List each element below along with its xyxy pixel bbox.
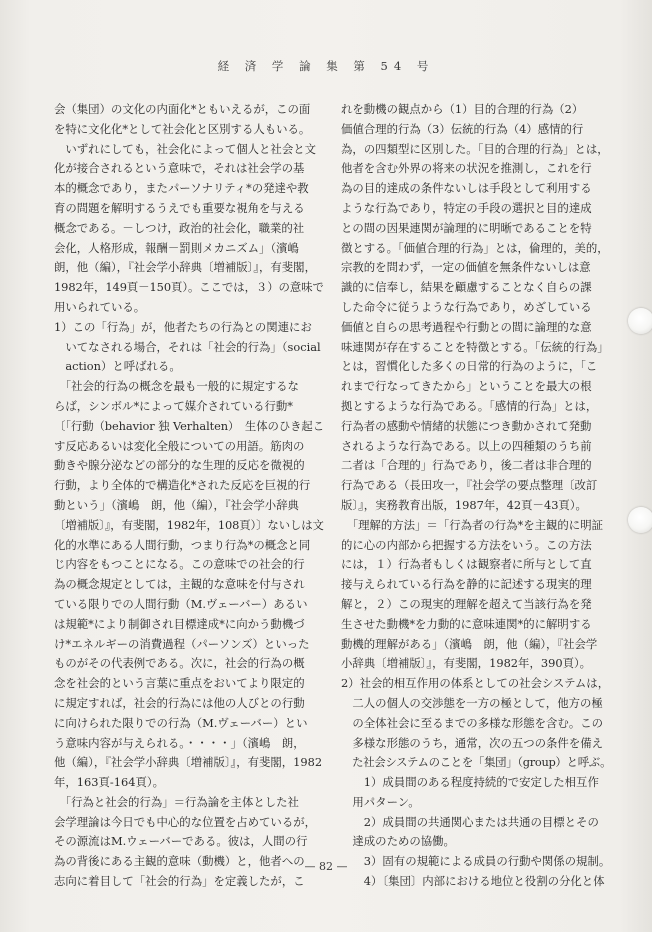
text-line: 「理解的方法」＝「行為者の行為*を主観的に明証 [341, 517, 603, 532]
binder-hole [628, 308, 652, 334]
text-line: 化が接合されるという意味で，それは社会学の基 [54, 161, 305, 176]
text-line: 本的概念であり，またパーソナリティ*の発達や教 [54, 181, 309, 196]
binder-hole [628, 507, 652, 533]
text-line: 用いられている。 [54, 299, 146, 314]
right-text-column [341, 100, 612, 892]
text-line: 1）この「行為」が，他者たちの行為との関連にお [54, 319, 312, 334]
text-line: ている限りでの人間行動（M.ヴェーバー）あるい [54, 596, 308, 611]
text-line: との間の因果連関が論理的に明晰であることを特 [341, 220, 592, 235]
text-line: す反応あるいは変化全般についての用語。筋肉の [54, 438, 305, 453]
text-line: 用パターン。 [341, 794, 420, 809]
text-line: 〔増補版〕』，有斐閣，1982年，108頁）〕ないしは文 [54, 517, 324, 532]
text-line: 志向に着目して「社会的行為」を定義したが，こ [54, 874, 305, 889]
text-line: action）と呼ばれる。 [54, 359, 181, 374]
text-line: 他者を含む外界の将来の状況を推測し，これを行 [341, 161, 592, 176]
text-line: されるような行為である。以上の四種類のうち前 [341, 438, 592, 453]
text-line: 「社会的行為の概念を最も一般的に規定するな [54, 379, 299, 394]
text-line: 味連関が存在することを特徴とする。「伝統的行為」 [341, 339, 609, 354]
text-line: の全体社会に至るまでの多様な形態を含む。この [341, 715, 603, 730]
text-line: 動きや腺分泌などの部分的な生理的反応を微視的 [54, 458, 305, 473]
text-line: け*エネルギーの消費過程（パーソンズ）といった [54, 636, 310, 651]
text-line: 為の目的達成の条件ないしは手段として利用する [341, 181, 592, 196]
page-number: — 82 — [304, 860, 348, 873]
text-line: 多様な形態のうち，通常，次の五つの条件を備え [341, 735, 603, 750]
text-line: 生させた動機*を力動的に意味連関*的に解明する [341, 616, 592, 631]
text-line: 価値と自らの思考過程や行動との間に論理的な意 [341, 319, 592, 334]
text-line: 年，163頁-164頁）。 [54, 775, 164, 790]
text-line: 4）〔集団〕内部における地位と役割の分化と体 [341, 874, 605, 889]
journal-header: 経 済 学 論 集 第 54 号 [217, 59, 435, 73]
text-line: れまで行なってきたから」ということを最大の根 [341, 379, 592, 394]
text-line: は規範*により制御され目標達成*に向かう動機づ [54, 616, 305, 631]
text-line: 育の問題を解明するうえでも重要な視角を与える [54, 200, 305, 215]
text-line: 概念である。－しつけ，政治的社会化，職業的社 [54, 220, 305, 235]
text-line: 版〕』，実務教育出版，1987年，42頁－43頁）。 [341, 497, 587, 512]
text-line: 行動，より全体的で構造化*された反応を巨視的行 [54, 478, 311, 493]
text-line: いてなされる場合，それは「社会的行為」（social [54, 339, 321, 354]
text-line: に規定すれば，社会的行為には他の人びとの行動 [54, 695, 305, 710]
text-line: とは，習慣化した多くの日常的行為のように，「こ [341, 359, 598, 374]
text-line: 的に心の内部から把握する方法をいう。この方法 [341, 537, 592, 552]
text-line: 為の概念規定としては，主観的な意味を付与され [54, 577, 305, 592]
text-line: 為，の四類型に区別した。「目的合理的行為」とは， [341, 141, 609, 156]
text-line: う意味内容が与えられる。・・・・」（濱嶋 朗， [54, 735, 305, 750]
text-line: 2）成員間の共通関心または共通の目標とその [341, 814, 599, 829]
text-line: いずれにしても，社会化によって個人と社会と文 [54, 141, 316, 156]
text-line: 1）成員間のある程度持続的で安定した相互作 [341, 775, 599, 790]
text-line: らば，シンボル*によって媒介されている行動* [54, 398, 293, 413]
text-line: 二人の個人の交渉態を一方の極として，他方の極 [341, 695, 603, 710]
text-line: 小辞典〔増補版〕』，有斐閣，1982年，390頁）。 [341, 656, 592, 671]
text-line: 1982年，149頁－150頁）。ここでは，３）の意味で [54, 280, 324, 295]
text-line: 動という」（濱嶋 朗，他（編），『社会学小辞典 [54, 497, 299, 512]
text-line: た社会システムのことを「集団」（group）と呼ぶ。 [341, 755, 612, 770]
text-line: 会（集団）の文化の内面化*ともいえるが，この面 [54, 102, 311, 116]
text-line: 徴とする。「価値合理的行為」とは，倫理的，美的， [341, 240, 609, 255]
text-line: に向けられた限りでの行為（M.ヴェーバー）とい [54, 715, 308, 730]
text-line: ような行為であり，特定の手段の選択と目的達成 [341, 200, 592, 215]
left-text-column [54, 100, 325, 892]
text-line: 3）固有の規範による成員の行動や関係の規制。 [341, 854, 611, 869]
text-line: その源流はM.ウェーバーである。彼は，人間の行 [54, 834, 308, 849]
text-line: 識的に信奉し，結果を顧慮することなく自らの課 [341, 280, 592, 295]
text-line: 宗教的を問わず，一定の価値を無条件ないしは意 [341, 260, 591, 275]
text-line: を特に文化化*として社会化と区別する人もいる。 [54, 121, 311, 136]
text-line: 行為である（長田攻一，『社会学の要点整理〔改訂 [341, 478, 598, 493]
text-line: 接与えられている行為を静的に記述する現実的理 [341, 577, 592, 592]
text-line: ものがその代表例である。次に，社会的行為の概 [54, 656, 305, 671]
text-line: 2）社会的相互作用の体系としての社会システムは， [341, 676, 610, 691]
text-line: 動機的理解がある」（濱嶋 朗，他（編），『社会学 [341, 636, 598, 651]
text-line: 為の背後にある主観的意味（動機）と，他者への [54, 854, 305, 869]
text-line: 二者は「合理的」行為であり，後二者は非合理的 [341, 458, 592, 473]
text-line: 念を社会的という言葉に重点をおいてより限定的 [54, 676, 305, 691]
text-line: 「行為と社会的行為」＝行為論を主体とした社 [54, 794, 299, 809]
text-line: には，１）行為者もしくは観察者に所与として直 [341, 557, 592, 572]
text-line: 行為者の感動や情緒的状態につき動かされて発動 [341, 418, 592, 433]
text-line: れを動機の観点から（1）目的合理的行為（2） [341, 102, 584, 116]
text-line: 解と，２）この現実的理解を超えて当該行為を発 [341, 596, 592, 611]
text-line: 他（編），『社会学小辞典〔増補版〕』，有斐閣，1982 [54, 755, 323, 770]
text-line: 会学理論は今日でも中心的な位置を占めているが， [54, 814, 316, 829]
text-line: 価値合理的行為（3）伝統的行為（4）感情的行 [341, 121, 584, 136]
text-line: 達成のための協働。 [341, 834, 455, 849]
text-line: 化的水準にある人間行動，つまり行為*の概念と同 [54, 537, 311, 552]
text-line: 朗，他（編），『社会学小辞典〔増補版〕』，有斐閣， [54, 260, 316, 275]
text-line: 会化，人格形成，報酬－罰則メカニズム」（濱嶋 [54, 240, 299, 255]
text-line: じ内容をもつことになる。この意味での社会的行 [54, 557, 305, 572]
text-line: した命令に従うような行為であり，めざしている [341, 299, 592, 314]
text-line: 〔「行動（behavior 独 Verhalten） 生体のひき起こ [54, 418, 325, 433]
text-line: 拠とするような行為である。「感情的行為」とは， [341, 398, 598, 413]
